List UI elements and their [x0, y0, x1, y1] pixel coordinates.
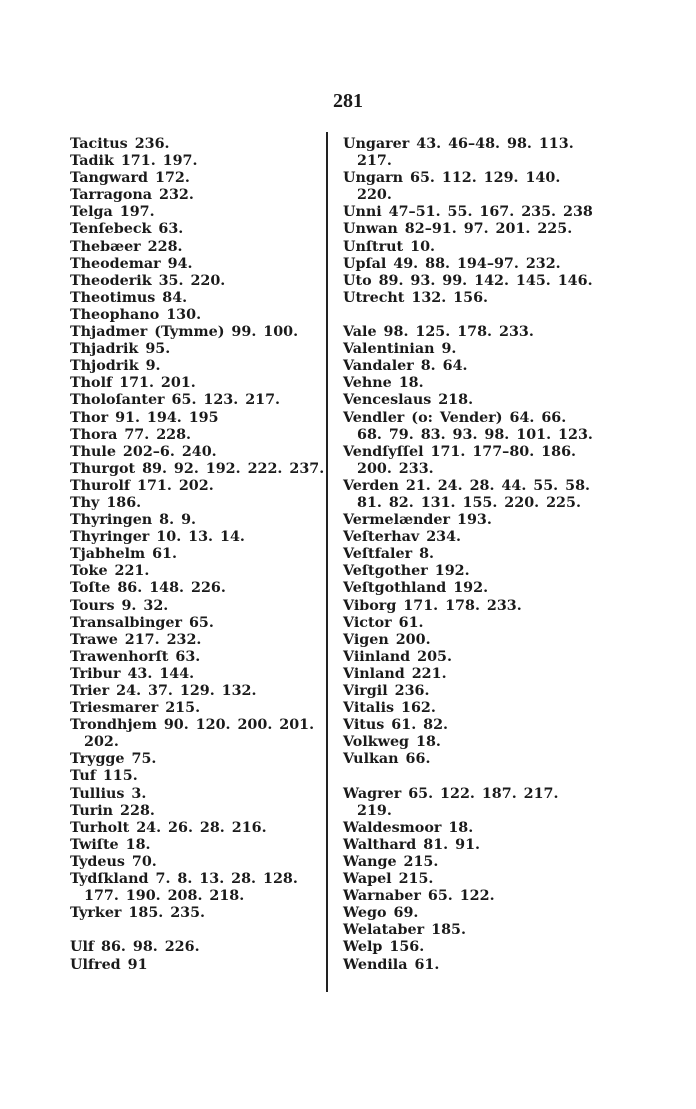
index-entry: Unni 47–51. 55. 167. 235. 238	[343, 204, 593, 221]
index-entry: Veſtgother 192.	[343, 563, 470, 580]
index-entry: Tjabhelm 61.	[70, 546, 177, 563]
index-entry: Viborg 171. 178. 233.	[343, 597, 522, 614]
index-entry: Trawe 217. 232.	[70, 631, 202, 648]
index-entry: Theodemar 94.	[70, 255, 193, 272]
index-entry: Thy 186.	[70, 494, 142, 511]
index-entry: Tholoſanter 65. 123. 217.	[70, 392, 281, 409]
index-entry: Wendila 61.	[343, 956, 440, 973]
index-entry: Ulf 86. 98. 226.	[70, 939, 200, 956]
index-entry: Thebæer 228.	[70, 238, 183, 255]
index-entry: Virgil 236.	[343, 683, 430, 699]
index-entry: Thyringen 8. 9.	[70, 512, 196, 529]
index-entry: Venceslaus 218.	[343, 392, 474, 409]
index-entry: Trondhjem 90. 120. 200. 201. 202.	[70, 717, 315, 751]
index-entry: Unſtrut 10.	[343, 238, 435, 255]
index-entry: Ungarn 65. 112. 129. 140. 220.	[343, 170, 561, 204]
index-entry: Trygge 75.	[70, 751, 157, 768]
index-entry: Tydeus 70.	[70, 853, 157, 870]
index-entry: Victor 61.	[343, 614, 424, 631]
index-entry: Tarragona 232.	[70, 187, 194, 204]
index-entry: Vitus 61. 82.	[343, 717, 449, 734]
index-entry: Tacitus 236.	[70, 136, 170, 152]
index-entry: Viinland 205.	[343, 648, 452, 665]
index-entry: Theophano 130.	[70, 306, 202, 323]
index-entry: Uto 89. 93. 99. 142. 145. 146.	[343, 272, 593, 289]
index-entry: Vermelænder 193.	[343, 512, 492, 529]
index-entry: Thor 91. 194. 195	[70, 409, 219, 426]
index-entry: Tholf 171. 201.	[70, 375, 196, 392]
index-entry: Veſterhav 234.	[343, 529, 462, 546]
index-entry: Walthard 81. 91.	[343, 836, 480, 853]
index-entry: Tribur 43. 144.	[70, 665, 195, 682]
index-entry: Thule 202–6. 240.	[70, 443, 217, 460]
index-entry: Veſtgothland 192.	[343, 580, 489, 597]
index-entry: Wange 215.	[343, 853, 439, 870]
index-entry: Vale 98. 125. 178. 233.	[343, 324, 534, 341]
index-entry: Telga 197.	[70, 204, 155, 221]
index-entry: Welataber 185.	[343, 922, 466, 939]
index-entry: Tours 9. 32.	[70, 597, 169, 614]
index-entry: Thyringer 10. 13. 14.	[70, 529, 245, 546]
index-entry: Upſal 49. 88. 194–97. 232.	[343, 255, 561, 272]
column-divider	[326, 132, 328, 992]
index-entry: Thjadmer (Tymme) 99. 100.	[70, 324, 299, 341]
index-entry: Tydſkland 7. 8. 13. 28. 128. 177. 190. 208. 218.	[70, 871, 298, 905]
index-entry: Waldesmoor 18.	[343, 819, 474, 836]
index-entry: Wapel 215.	[343, 871, 434, 888]
index-entry: Utrecht 132. 156.	[343, 289, 489, 306]
index-entry: Thora 77. 228.	[70, 426, 192, 443]
index-entry: Vehne 18.	[343, 375, 424, 392]
index-entry: Trier 24. 37. 129. 132.	[70, 683, 257, 699]
index-column-left	[70, 136, 325, 974]
index-entry: Turin 228.	[70, 802, 155, 819]
index-entry: Valentinian 9.	[343, 341, 457, 358]
index-entry: Tuf 115.	[70, 768, 138, 785]
index-entry: Vinland 221.	[343, 665, 447, 682]
index-entry: Thurolf 171. 202.	[70, 477, 214, 494]
index-entry: Vigen 200.	[343, 631, 431, 648]
index-entry: Toſte 86. 148. 226.	[70, 580, 226, 597]
index-entry: Tadik 171. 197.	[70, 153, 198, 170]
index-column-right	[343, 136, 598, 974]
index-entry: Twiſte 18.	[70, 836, 151, 853]
index-entry: Warnaber 65. 122.	[343, 888, 495, 905]
index-entry: Vendſyſſel 171. 177–80. 186. 200. 233.	[343, 443, 576, 477]
index-entry: Unwan 82–91. 97. 201. 225.	[343, 221, 573, 238]
index-entry: Tenſebeck 63.	[70, 221, 184, 238]
index-entry: Theoderik 35. 220.	[70, 272, 226, 289]
index-entry: Thurgot 89. 92. 192. 222. 237.	[70, 460, 325, 477]
index-entry: Tullius 3.	[70, 785, 147, 802]
index-entry: Ungarer 43. 46–48. 98. 113. 217.	[343, 136, 574, 170]
index-entry: Turholt 24. 26. 28. 216.	[70, 819, 267, 836]
index-entry: Trawenhorſt 63.	[70, 648, 201, 665]
index-entry: Vulkan 66.	[343, 751, 431, 768]
index-entry: Vitalis 162.	[343, 700, 436, 717]
index-entry: Thjadrik 95.	[70, 341, 171, 358]
index-entry: Veſtfaler 8.	[343, 546, 435, 563]
index-entry: Toke 221.	[70, 563, 150, 580]
page-number: 281	[333, 90, 363, 112]
index-entry: Tyrker 185. 235.	[70, 905, 206, 922]
index-entry: Theotimus 84.	[70, 289, 188, 306]
index-entry: Volkweg 18.	[343, 734, 441, 751]
index-entry: Verden 21. 24. 28. 44. 55. 58. 81. 82. 131. 155. 220. 225.	[343, 477, 590, 511]
index-entry: Vandaler 8. 64.	[343, 358, 468, 375]
index-entry: Triesmarer 215.	[70, 700, 201, 717]
index-entry: Vendler (o: Vender) 64. 66. 68. 79. 83. 93. 98. 101. 123.	[343, 409, 593, 443]
index-entry: Welp 156.	[343, 939, 425, 956]
index-entry: Ulfred 91	[70, 956, 148, 973]
index-entry: Tangward 172.	[70, 170, 190, 187]
index-entry: Wagrer 65. 122. 187. 217. 219.	[343, 785, 559, 819]
index-entry: Transalbinger 65.	[70, 614, 214, 631]
index-entry: Thjodrik 9.	[70, 358, 161, 375]
index-entry: Wego 69.	[343, 905, 419, 922]
